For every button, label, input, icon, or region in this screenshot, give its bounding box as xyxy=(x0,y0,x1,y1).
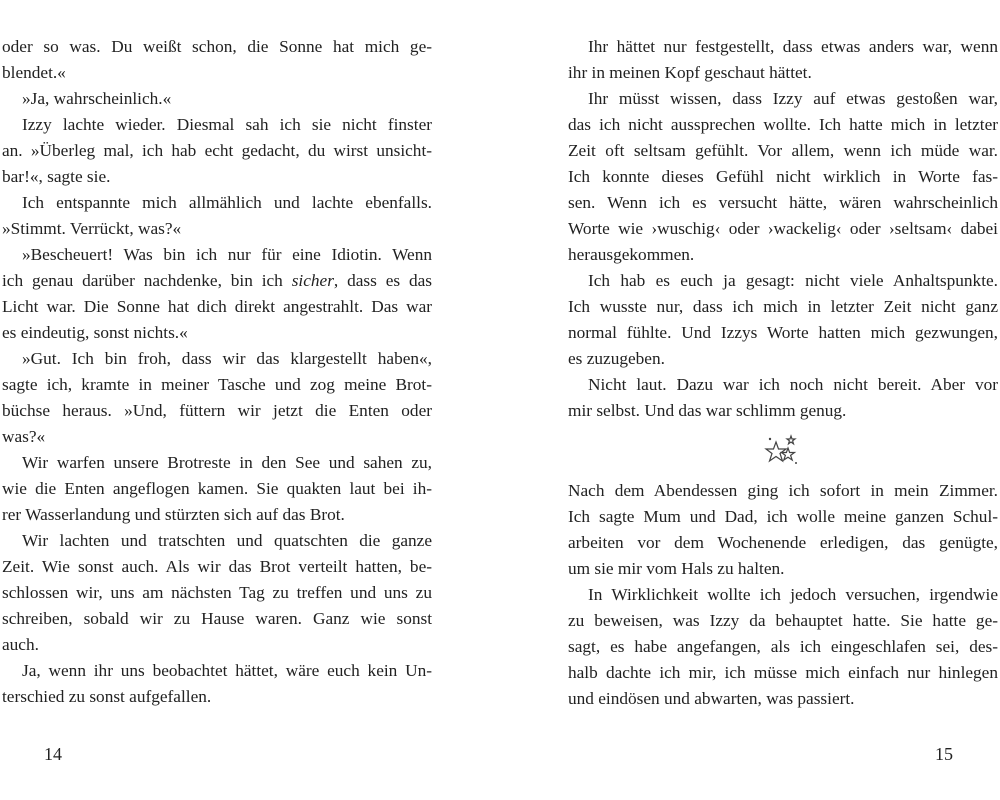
text-line: »Bescheuert! Was bin ich nur für eine Idiotin. Wenn xyxy=(22,245,432,264)
text-line: mir selbst. Und das war schlimm genug. xyxy=(568,401,847,420)
text-line: auch. xyxy=(2,635,39,654)
text-line: und eindösen und abwarten, was passiert. xyxy=(568,689,855,708)
text-line: terschied zu sonst aufgefallen. xyxy=(2,687,212,706)
text-line: schlossen wir, uns am nächsten Tag zu treffen und uns zu xyxy=(2,583,432,602)
text-line: halb dachte ich mir, ich müsse mich einfach nur hinlegen xyxy=(568,663,998,682)
right-page-text-top xyxy=(568,34,998,424)
text-line: bar!«, sagte sie. xyxy=(2,167,111,186)
text-line: schreiben, sobald wir zu Hause waren. Ganz wie sonst xyxy=(2,609,432,628)
text-line: Licht war. Die Sonne hat dich direkt angestrahlt. Das war xyxy=(2,297,432,316)
text-line: Nach dem Abendessen ging ich sofort in mein Zimmer. xyxy=(568,481,998,500)
text-line: »Stimmt. Verrückt, was?« xyxy=(2,219,182,238)
emphasis: sicher xyxy=(291,271,334,290)
text-line: Zeit. Wie sonst auch. Als wir das Brot verteilt hatten, be- xyxy=(2,557,432,576)
text-line: rer Wasserlandung und stürzten sich auf das Brot. xyxy=(2,505,345,524)
text-line: Ich wusste nur, dass ich mich in letzter Zeit nicht ganz xyxy=(568,297,998,316)
right-page-text-bottom xyxy=(568,478,998,712)
text-line: Nicht laut. Dazu war ich noch nicht bereit. Aber vor xyxy=(588,375,998,394)
text-line: büchse heraus. »Und, füttern wir jetzt die Enten oder xyxy=(2,401,432,420)
text-line: normal fühlte. Und Izzys Worte hatten mich gezwungen, xyxy=(568,323,998,342)
text-line: ich genau darüber nachdenke, bin ich sicher, dass es das xyxy=(2,271,432,290)
stars-ornament-icon xyxy=(762,434,802,470)
text-line: Zeit oft seltsam gefühlt. Vor allem, wenn ich müde war. xyxy=(568,141,998,160)
text-line: Ich konnte dieses Gefühl nicht wirklich in Worte fas- xyxy=(568,167,998,186)
text-line: herausgekommen. xyxy=(568,245,695,264)
text-line: Ihr müsst wissen, dass Izzy auf etwas gestoßen war, xyxy=(588,89,998,108)
text-line: oder so was. Du weißt schon, die Sonne hat mich ge- xyxy=(2,37,432,56)
text-line: es eindeutig, sonst nichts.« xyxy=(2,323,188,342)
text-line: Ja, wenn ihr uns beobachtet hättet, wäre euch kein Un- xyxy=(22,661,432,680)
text-line: arbeiten vor dem Wochenende erledigen, das genügte, xyxy=(568,533,998,552)
page-number-left: 14 xyxy=(44,744,62,764)
text-line: ihr in meinen Kopf geschaut hättet. xyxy=(568,63,812,82)
text-line: wie die Enten angeflogen kamen. Sie quakten laut bei ih- xyxy=(2,479,432,498)
text-line: um sie mir vom Hals zu halten. xyxy=(568,559,785,578)
text-line: Wir warfen unsere Brotreste in den See und sahen zu, xyxy=(22,453,432,472)
text-line: das ich nicht aussprechen wollte. Ich hatte mich in letzter xyxy=(568,115,998,134)
page-number-right: 15 xyxy=(935,744,953,764)
text-line: In Wirklichkeit wollte ich jedoch versuchen, irgendwie xyxy=(588,585,998,604)
text-line: »Gut. Ich bin froh, dass wir das klargestellt haben«, xyxy=(22,349,432,368)
text-line: es zuzugeben. xyxy=(568,349,665,368)
text-line: »Ja, wahrscheinlich.« xyxy=(22,89,172,108)
text-line: sagte ich, kramte in meiner Tasche und zog meine Brot- xyxy=(2,375,432,394)
text-line: zu beweisen, was Izzy da behauptet hatte. Sie hatte ge- xyxy=(568,611,998,630)
text-line: Ich hab es euch ja gesagt: nicht viele Anhaltspunkte. xyxy=(588,271,998,290)
left-page-text xyxy=(2,34,432,710)
text-line: sen. Wenn ich es versucht hätte, wären wahrscheinlich xyxy=(568,193,998,212)
text-line: was?« xyxy=(2,427,46,446)
text-line: Ich entspannte mich allmählich und lachte ebenfalls. xyxy=(22,193,432,212)
text-line: Ich sagte Mum und Dad, ich wolle meine ganzen Schul- xyxy=(568,507,998,526)
text-line: Wir lachten und tratschten und quatschten die ganze xyxy=(22,531,432,550)
text-line: sagt, es habe angefangen, als ich eingeschlafen sei, des- xyxy=(568,637,998,656)
text-line: Izzy lachte wieder. Diesmal sah ich sie nicht finster xyxy=(22,115,432,134)
text-line: Worte wie ›wuschig‹ oder ›wackelig‹ oder ›seltsam‹ dabei xyxy=(568,219,998,238)
text-line: Ihr hättet nur festgestellt, dass etwas anders war, wenn xyxy=(588,37,998,56)
text-line: blendet.« xyxy=(2,63,66,82)
text-line: an. »Überleg mal, ich hab echt gedacht, du wirst unsicht- xyxy=(2,141,432,160)
